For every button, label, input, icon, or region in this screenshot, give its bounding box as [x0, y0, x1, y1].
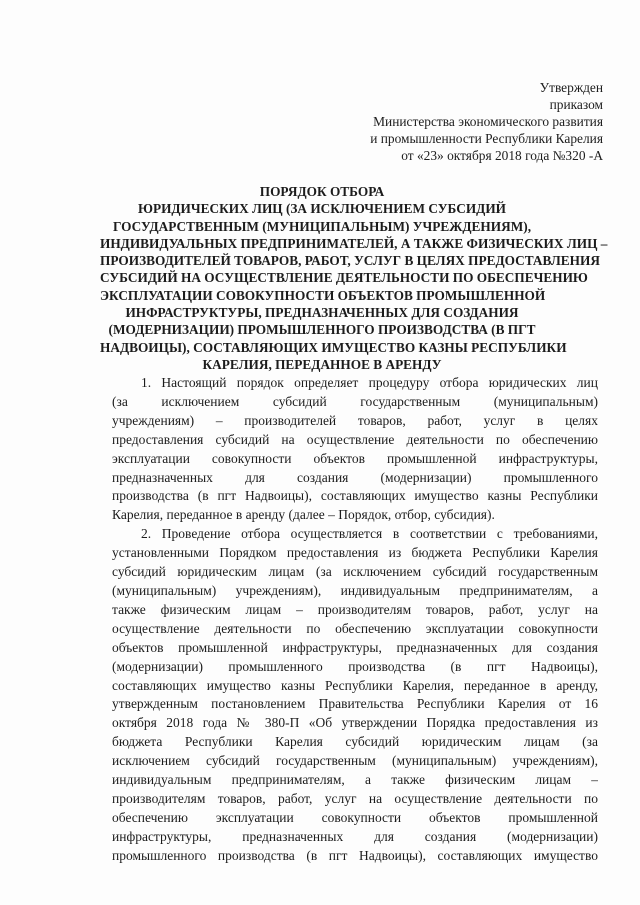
- approval-block: [303, 79, 603, 164]
- paragraph-2: [112, 525, 598, 865]
- text-line: также физическим лицам – производителям товаров, работ, услуг на: [112, 601, 598, 617]
- approval-line: и промышленности Республики Карелия: [370, 131, 603, 146]
- title-line: ИНФРАСТРУКТУРЫ, ПРЕДНАЗНАЧЕННЫХ ДЛЯ СОЗДАНИЯ: [125, 305, 519, 321]
- text-line: Карелия, переданное в аренду (далее – Порядок, отбор, субсидия).: [112, 507, 495, 523]
- approval-line: Утвержден: [539, 80, 603, 95]
- approval-line: от «23» октября 2018 года №320 -А: [401, 148, 603, 163]
- text-line: (за исключением субсидий государственным (муниципальным): [112, 393, 598, 409]
- text-line: 2. Проведение отбора осуществляется в соответствии с требованиями,: [141, 526, 598, 542]
- text-line: субсидий юридическим лицам (за исключением субсидий государственным: [112, 564, 598, 580]
- title-line: СУБСИДИЙ НА ОСУЩЕСТВЛЕНИЕ ДЕЯТЕЛЬНОСТИ ПО ОБЕСПЕЧЕНИЮ: [100, 270, 588, 286]
- document-body: [112, 374, 598, 866]
- text-line: предоставления субсидий на осуществление деятельности по обеспечению: [112, 431, 598, 447]
- title-line: ГОСУДАРСТВЕННЫМ (МУНИЦИПАЛЬНЫМ) УЧРЕЖДЕНИЯМ),: [112, 218, 532, 234]
- text-line: предназначенных для создания (модернизации) промышленного: [112, 469, 598, 485]
- text-line: инфраструктуры, предназначенных для создания (модернизации): [112, 828, 598, 844]
- text-line: установленными Порядком предоставления из бюджета Республики Карелия: [112, 545, 598, 561]
- title-line: ИНДИВИДУАЛЬНЫХ ПРЕДПРИНИМАТЕЛЕЙ, А ТАКЖЕ ФИЗИЧЕСКИХ ЛИЦ –: [100, 235, 608, 251]
- paragraph-1: [112, 374, 598, 525]
- text-line: 1. Настоящий порядок определяет процедуру отбора юридических лиц: [141, 375, 598, 390]
- approval-line: приказом: [549, 97, 603, 112]
- title-line: ЮРИДИЧЕСКИХ ЛИЦ (ЗА ИСКЛЮЧЕНИЕМ СУБСИДИЙ: [137, 201, 507, 217]
- text-line: производителям товаров, работ, услуг на осуществление деятельности по: [112, 790, 598, 806]
- text-line: промышленного производства (в пгт Надвоицы), составляющих имущество: [112, 847, 598, 863]
- text-line: учреждениям) – производителей товаров, работ, услуг в целях: [112, 412, 598, 428]
- document-title: [100, 183, 608, 373]
- text-line: составляющих имущество казны Республики Карелия, переданное в аренду,: [112, 677, 598, 693]
- text-line: утвержденным постановлением Правительства Республики Карелия от 16: [112, 696, 598, 712]
- approval-line: Министерства экономического развития: [373, 114, 603, 129]
- title-line: ПРОИЗВОДИТЕЛЕЙ ТОВАРОВ, РАБОТ, УСЛУГ В ЦЕЛЯХ ПРЕДОСТАВЛЕНИЯ: [100, 253, 600, 269]
- text-line: октября 2018 года № 380-П «Об утверждении Порядка предоставления из: [112, 715, 598, 731]
- title-line: НАДВОИЦЫ), СОСТАВЛЯЮЩИХ ИМУЩЕСТВО КАЗНЫ РЕСПУБЛИКИ: [100, 339, 567, 355]
- text-line: бюджета Республики Карелия субсидий юридическим лицам (за: [112, 734, 598, 750]
- text-line: (модернизации) промышленного производства (в пгт Надвоицы),: [112, 658, 598, 674]
- text-line: исключением субсидий государственным (муниципальным) учреждениям),: [112, 753, 598, 769]
- text-line: индивидуальным предпринимателям, а также физическим лицам –: [112, 772, 598, 788]
- text-line: осуществление деятельности по обеспечению эксплуатации совокупности: [112, 620, 598, 636]
- text-line: обеспечению эксплуатации совокупности объектов промышленной: [112, 809, 598, 825]
- text-line: объектов промышленной инфраструктуры, предназначенных для создания: [112, 639, 598, 655]
- text-line: эксплуатации совокупности объектов промышленной инфраструктуры,: [112, 450, 598, 466]
- title-line: КАРЕЛИЯ, ПЕРЕДАННОЕ В АРЕНДУ: [202, 356, 442, 372]
- text-line: производства (в пгт Надвоицы), составляющих имущество казны Республики: [112, 488, 598, 504]
- text-line: (муниципальным) учреждениям), индивидуальным предпринимателям, а: [112, 582, 598, 598]
- title-line: ЭКСПЛУАТАЦИИ СОВОКУПНОСТИ ОБЪЕКТОВ ПРОМЫШЛЕННОЙ: [100, 287, 546, 303]
- title-line: (МОДЕРНИЗАЦИИ) ПРОМЫШЛЕННОГО ПРОИЗВОДСТВА (В ПГТ: [108, 322, 536, 338]
- title-line: ПОРЯДОК ОТБОРА: [259, 184, 385, 199]
